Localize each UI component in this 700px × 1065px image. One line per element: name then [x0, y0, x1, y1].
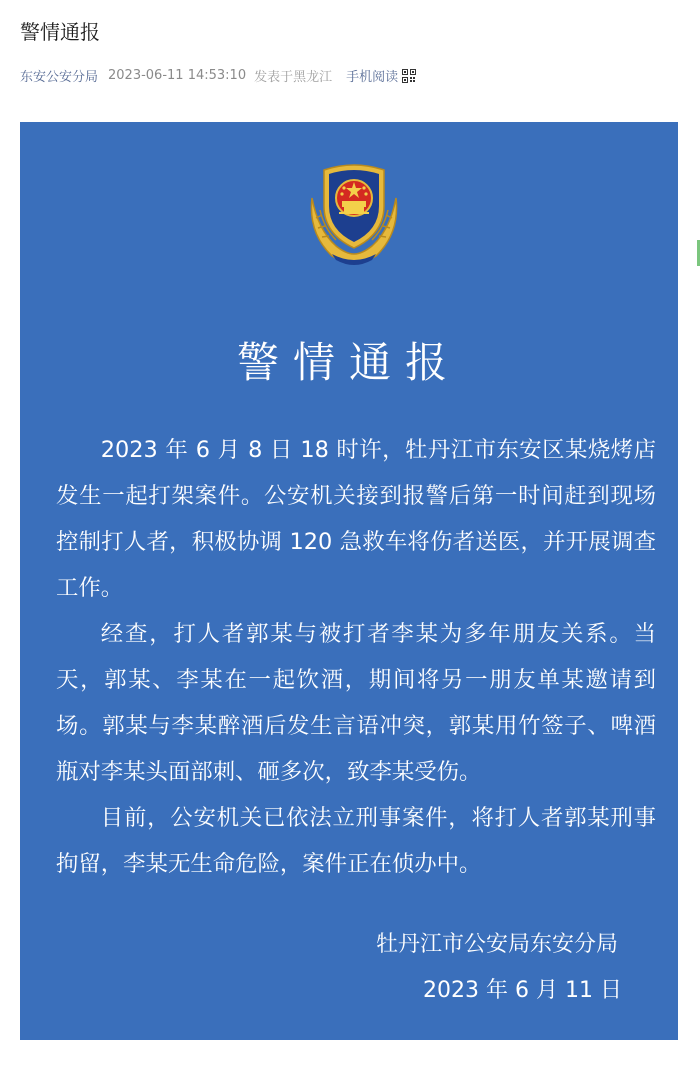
article-title: 警情通报 — [20, 20, 100, 44]
police-emblem-icon — [302, 158, 406, 268]
notice-poster — [20, 122, 678, 1040]
mobile-read-link[interactable]: 手机阅读 — [346, 70, 399, 85]
qr-code-icon[interactable] — [402, 69, 416, 83]
account-name-link[interactable]: 东安公安分局 — [20, 70, 99, 85]
notice-body — [56, 427, 656, 887]
notice-paragraph-3: 目前，公安机关已依法立刑事案件，将打人者郭某刑事拘留，李某无生命危险，案件正在侦办中。 — [56, 805, 656, 877]
publish-time: 2023-06-11 14:53:10 — [108, 68, 247, 83]
notice-paragraph-2: 经查，打人者郭某与被打者李某为多年朋友关系。当天，郭某、李某在一起饮酒，期间将另一朋友单某邀请到场。郭某与李某醉酒后发生言语冲突，郭某用竹签子、啤酒瓶对李某头面部刺、砸多次，致李某受伤。 — [56, 621, 656, 785]
notice-signature — [375, 922, 622, 1014]
signature-organization: 牡丹江市公安局东安分局 — [375, 932, 618, 957]
notice-paragraph-1: 2023 年 6 月 8 日 18 时许，牡丹江市东安区某烧烤店发生一起打架案件。公安机关接到报警后第一时间赶到现场控制打人者，积极协调 120 急救车将伤者送医，并开展调查工作。 — [56, 437, 656, 601]
article-meta — [20, 66, 416, 85]
poster-heading: 警情通报 — [236, 338, 461, 387]
publish-location: 发表于黑龙江 — [254, 70, 333, 85]
signature-date: 2023 年 6 月 11 日 — [423, 978, 622, 1003]
